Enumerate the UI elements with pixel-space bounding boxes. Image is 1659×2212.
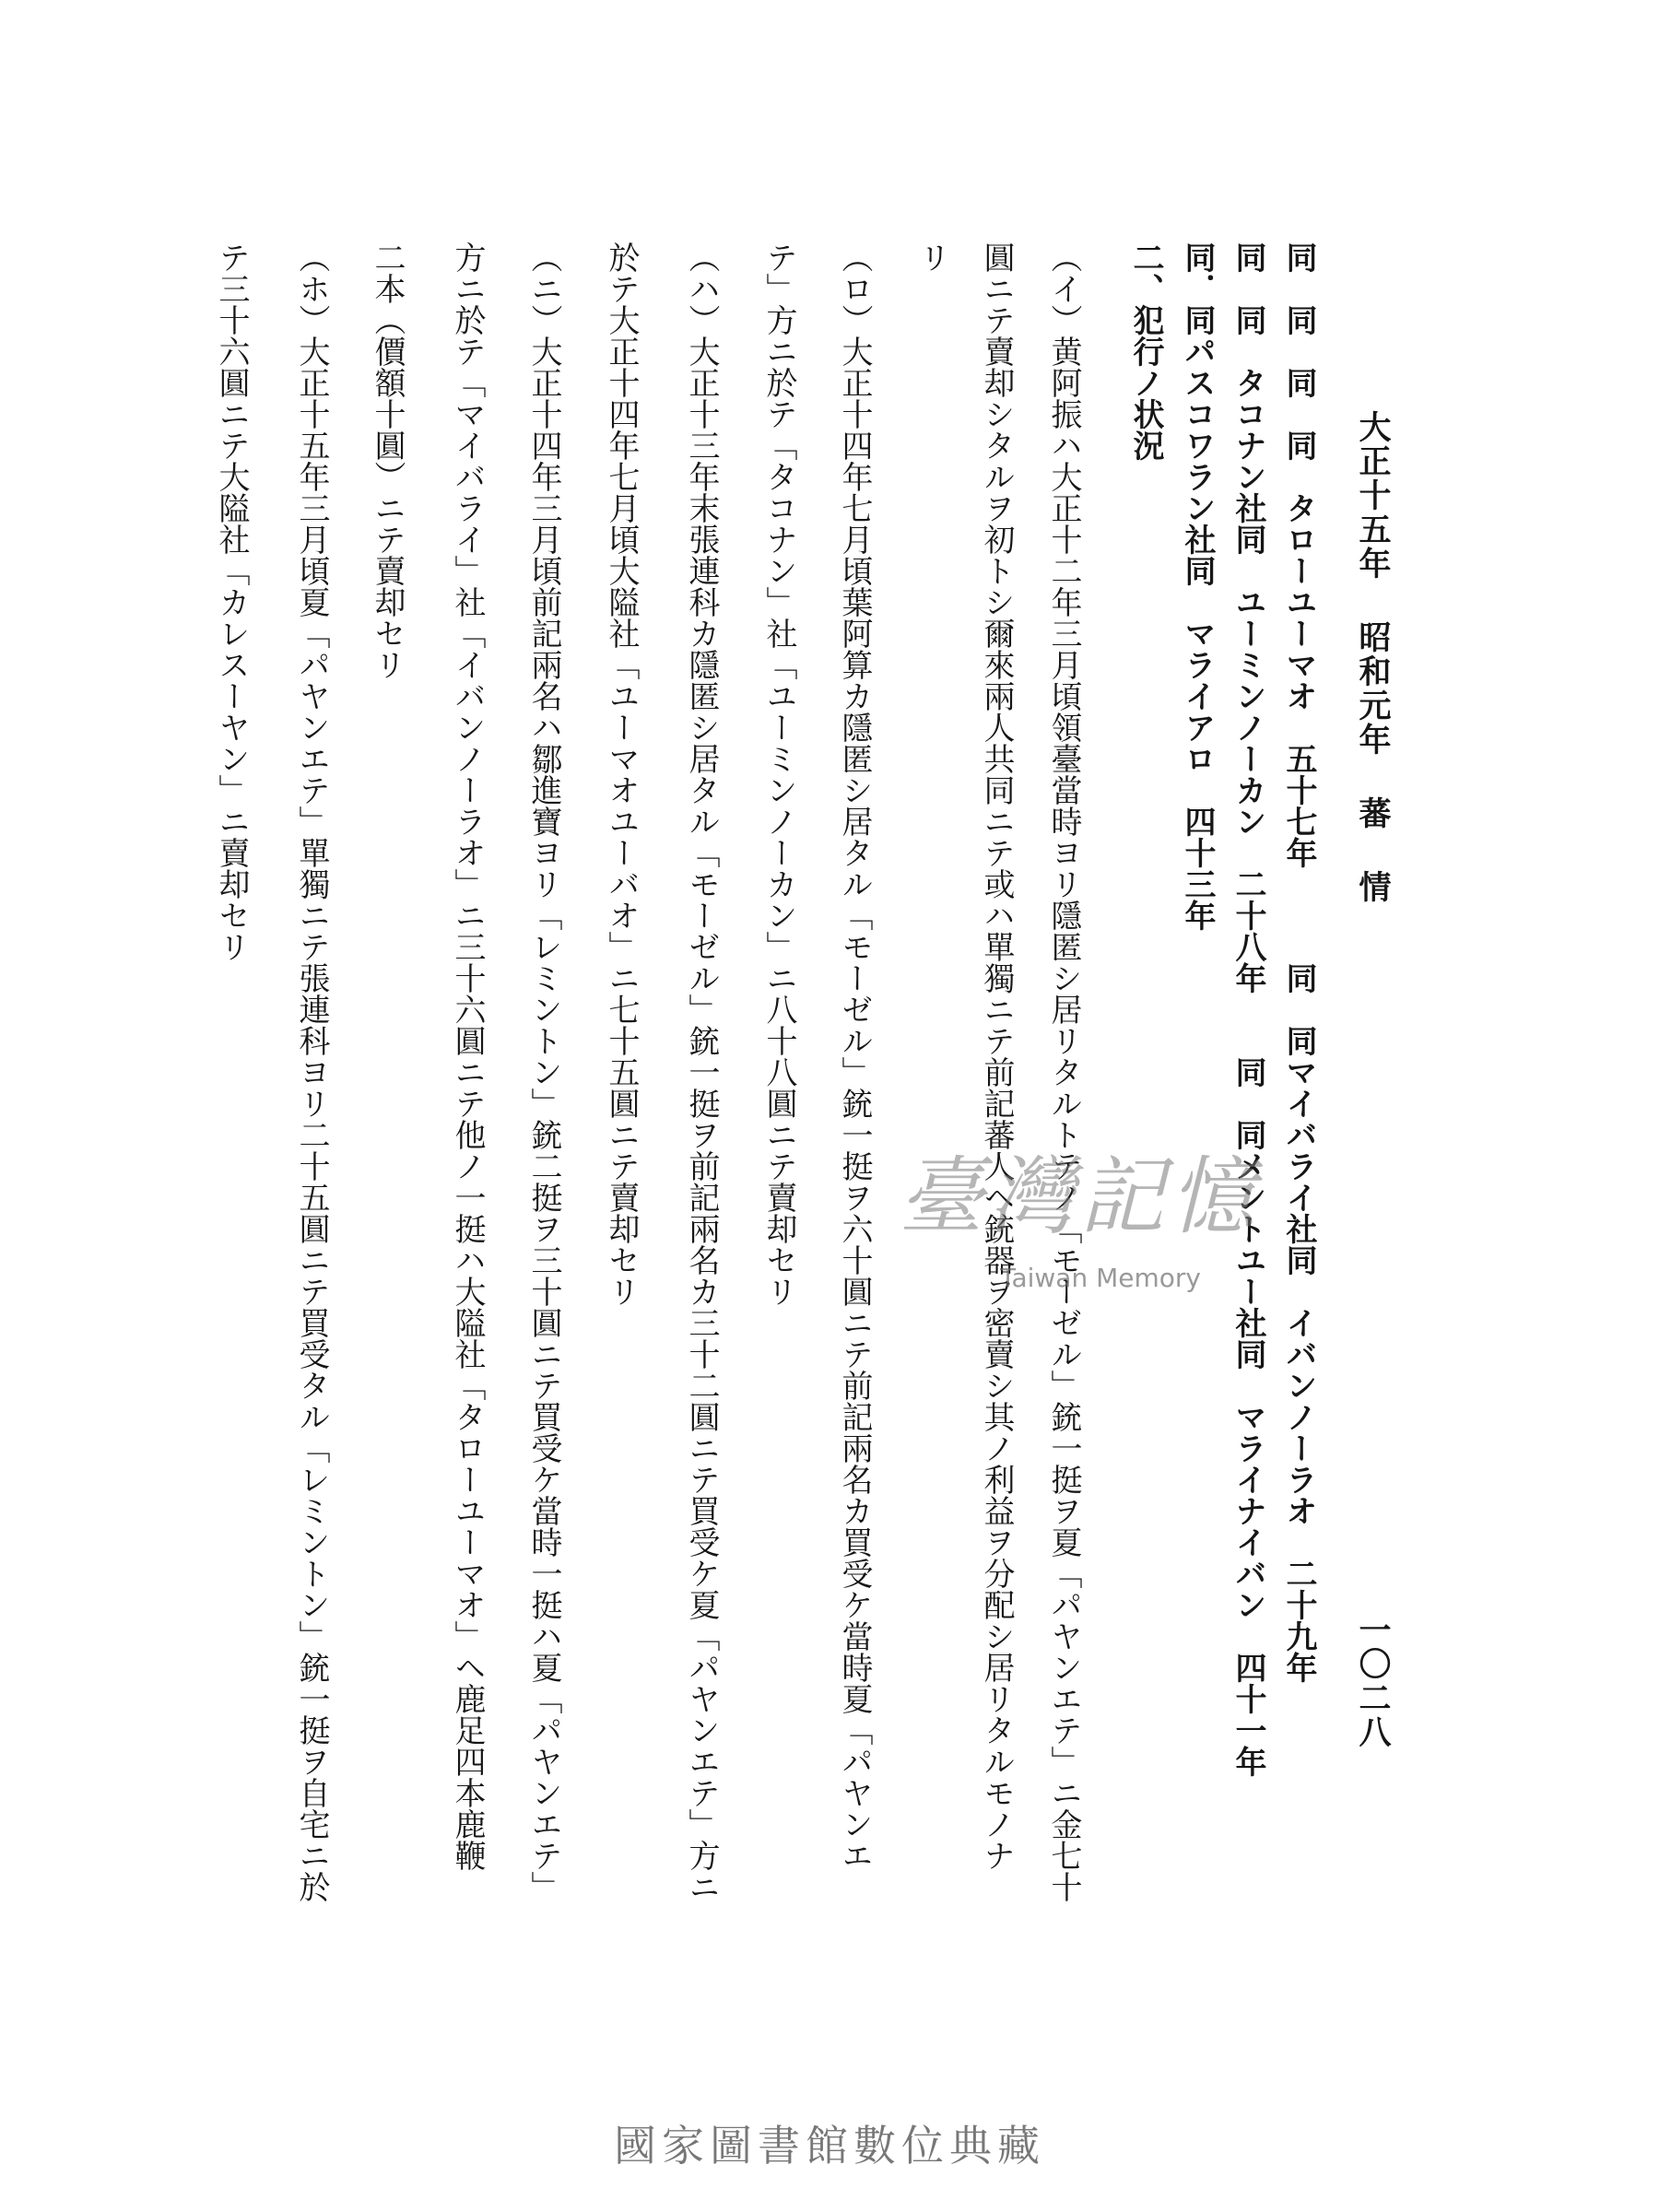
text-column-15: （ホ）大正十五年三月頃夏「パヤンエテ」單獨ニテ張連科ヨリ二十五圓ニテ買受タル「レミントン」銃一挺ヲ自宅ニ於 bbox=[293, 241, 330, 1902]
text-column-6: 圓ニテ賣却シタルヲ初トシ爾來兩人共同ニテ或ハ單獨ニテ前記蕃人ヘ銃器ヲ密賣シ其ノ利益ヲ分配シ居リタルモノナ bbox=[978, 241, 1015, 1871]
text-column-9: テ」方ニ於テ「タコナン」社「ユーミンノーカン」ニ八十八圓ニテ賣却セリ bbox=[760, 241, 797, 1307]
page-number: 一〇二八 bbox=[1354, 1613, 1392, 1749]
text-column-7: リ bbox=[913, 241, 950, 273]
text-column-13: 方ニ於テ「マイバライ」社「イバンノーラオ」ニ三十六圓ニテ他ノ一挺ハ大隘社「タローユーマオ」ヘ鹿足四本鹿鞭 bbox=[449, 241, 486, 1871]
text-column-12: （ニ）大正十四年三月頃前記兩名ハ鄒進寶ヨリ「レミントン」銃二挺ヲ三十圓ニテ買受ケ當時一挺ハ夏「パヤンエテ」 bbox=[525, 241, 562, 1902]
text-column-8: （ロ）大正十四年七月頃葉阿算カ隱匿シ居タル「モーゼル」銃一挺ヲ六十圓ニテ前記兩名カ買受ケ當時夏「パヤンエ bbox=[836, 241, 873, 1871]
text-column-10: （ハ）大正十三年末張連科カ隱匿シ居タル「モーゼル」銃一挺ヲ前記兩名カ三十二圓ニテ買受ケ夏「パヤンエテ」方ニ bbox=[683, 241, 720, 1902]
text-column-3: 同．同パスコワラン社同 マライアロ 四十三年 bbox=[1179, 241, 1216, 931]
text-column-1: 同 同 同 同 タローユーマオ 五十七年 同 同マイバライ社同 イバンノーラオ 二十九年 bbox=[1280, 241, 1317, 1683]
text-column-11: 於テ大正十四年七月頃大隘社「ユーマオユーバオ」ニ七十五圓ニテ賣却セリ bbox=[603, 241, 640, 1307]
library-footer: 國家圖書館數位典藏 bbox=[614, 2121, 1045, 2171]
watermark-english-text: Taiwan Memory bbox=[1000, 1263, 1201, 1293]
text-column-2: 同 同 タコナン社同 ユーミンノーカン 二十八年 同 同メントユー社同 マライナイバン 四十一年 bbox=[1230, 241, 1266, 1777]
watermark-logo-text: 臺灣記憶 bbox=[899, 1147, 1261, 1246]
text-column-16: テ三十六圓ニテ大隘社「カレスーヤン」ニ賣却セリ bbox=[213, 241, 250, 962]
text-column-14: 二本（價額十圓）ニテ賣却セリ bbox=[369, 241, 406, 680]
text-column-4: 二、犯行ノ状況 bbox=[1127, 241, 1164, 461]
page-header-title: 大正十五年 昭和元年 蕃 情 bbox=[1354, 410, 1392, 904]
text-column-5: （イ）黄阿振ハ大正十二年三月頃領臺當時ヨリ隱匿シ居リタルトテノ「モーゼル」銃一挺ヲ夏「パヤンエテ」ニ金七十 bbox=[1045, 241, 1082, 1902]
